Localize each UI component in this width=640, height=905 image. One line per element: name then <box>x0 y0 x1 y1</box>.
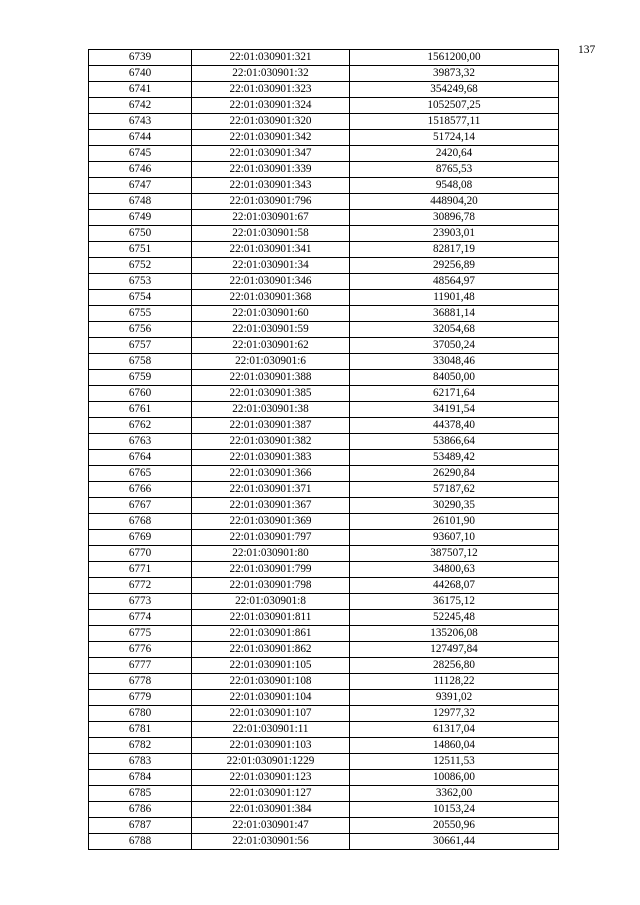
value-cell: 26290,84 <box>350 466 559 482</box>
cadastral-number-cell: 22:01:030901:321 <box>192 50 350 66</box>
value-cell: 34191,54 <box>350 402 559 418</box>
row-number-cell: 6741 <box>89 82 192 98</box>
cadastral-number-cell: 22:01:030901:80 <box>192 546 350 562</box>
table-row <box>89 834 559 850</box>
cadastral-number-cell: 22:01:030901:127 <box>192 786 350 802</box>
value-cell: 387507,12 <box>350 546 559 562</box>
value-cell: 37050,24 <box>350 338 559 354</box>
row-number-cell: 6751 <box>89 242 192 258</box>
table-row <box>89 162 559 178</box>
table-row <box>89 418 559 434</box>
table-row <box>89 82 559 98</box>
row-number-cell: 6772 <box>89 578 192 594</box>
cadastral-number-cell: 22:01:030901:862 <box>192 642 350 658</box>
cadastral-number-cell: 22:01:030901:383 <box>192 450 350 466</box>
row-number-cell: 6781 <box>89 722 192 738</box>
table-row <box>89 514 559 530</box>
table-row <box>89 466 559 482</box>
row-number-cell: 6784 <box>89 770 192 786</box>
table-row <box>89 706 559 722</box>
table-row <box>89 226 559 242</box>
value-cell: 30661,44 <box>350 834 559 850</box>
table-row <box>89 642 559 658</box>
value-cell: 93607,10 <box>350 530 559 546</box>
cadastral-number-cell: 22:01:030901:861 <box>192 626 350 642</box>
table-row <box>89 722 559 738</box>
value-cell: 39873,32 <box>350 66 559 82</box>
cadastral-number-cell: 22:01:030901:347 <box>192 146 350 162</box>
value-cell: 44268,07 <box>350 578 559 594</box>
row-number-cell: 6775 <box>89 626 192 642</box>
row-number-cell: 6778 <box>89 674 192 690</box>
table-row <box>89 306 559 322</box>
value-cell: 1052507,25 <box>350 98 559 114</box>
row-number-cell: 6779 <box>89 690 192 706</box>
value-cell: 84050,00 <box>350 370 559 386</box>
row-number-cell: 6774 <box>89 610 192 626</box>
row-number-cell: 6742 <box>89 98 192 114</box>
cadastral-number-cell: 22:01:030901:388 <box>192 370 350 386</box>
cadastral-number-cell: 22:01:030901:368 <box>192 290 350 306</box>
cadastral-number-cell: 22:01:030901:798 <box>192 578 350 594</box>
table-row <box>89 146 559 162</box>
cadastral-number-cell: 22:01:030901:38 <box>192 402 350 418</box>
row-number-cell: 6740 <box>89 66 192 82</box>
table-row <box>89 786 559 802</box>
row-number-cell: 6748 <box>89 194 192 210</box>
row-number-cell: 6765 <box>89 466 192 482</box>
cadastral-number-cell: 22:01:030901:34 <box>192 258 350 274</box>
row-number-cell: 6787 <box>89 818 192 834</box>
cadastral-number-cell: 22:01:030901:811 <box>192 610 350 626</box>
value-cell: 2420,64 <box>350 146 559 162</box>
cadastral-number-cell: 22:01:030901:367 <box>192 498 350 514</box>
cadastral-table <box>88 49 559 850</box>
value-cell: 51724,14 <box>350 130 559 146</box>
value-cell: 10153,24 <box>350 802 559 818</box>
value-cell: 34800,63 <box>350 562 559 578</box>
row-number-cell: 6752 <box>89 258 192 274</box>
table-row <box>89 610 559 626</box>
value-cell: 30896,78 <box>350 210 559 226</box>
cadastral-number-cell: 22:01:030901:105 <box>192 658 350 674</box>
value-cell: 62171,64 <box>350 386 559 402</box>
table-row <box>89 754 559 770</box>
value-cell: 10086,00 <box>350 770 559 786</box>
row-number-cell: 6785 <box>89 786 192 802</box>
row-number-cell: 6743 <box>89 114 192 130</box>
value-cell: 135206,08 <box>350 626 559 642</box>
row-number-cell: 6761 <box>89 402 192 418</box>
table-row <box>89 482 559 498</box>
row-number-cell: 6767 <box>89 498 192 514</box>
value-cell: 53489,42 <box>350 450 559 466</box>
table-row <box>89 450 559 466</box>
row-number-cell: 6746 <box>89 162 192 178</box>
cadastral-number-cell: 22:01:030901:382 <box>192 434 350 450</box>
row-number-cell: 6739 <box>89 50 192 66</box>
value-cell: 23903,01 <box>350 226 559 242</box>
table-row <box>89 354 559 370</box>
value-cell: 48564,97 <box>350 274 559 290</box>
value-cell: 20550,96 <box>350 818 559 834</box>
value-cell: 44378,40 <box>350 418 559 434</box>
cadastral-number-cell: 22:01:030901:324 <box>192 98 350 114</box>
value-cell: 29256,89 <box>350 258 559 274</box>
cadastral-number-cell: 22:01:030901:796 <box>192 194 350 210</box>
value-cell: 52245,48 <box>350 610 559 626</box>
value-cell: 33048,46 <box>350 354 559 370</box>
value-cell: 57187,62 <box>350 482 559 498</box>
table-row <box>89 434 559 450</box>
cadastral-number-cell: 22:01:030901:341 <box>192 242 350 258</box>
cadastral-number-cell: 22:01:030901:385 <box>192 386 350 402</box>
value-cell: 30290,35 <box>350 498 559 514</box>
cadastral-number-cell: 22:01:030901:104 <box>192 690 350 706</box>
row-number-cell: 6764 <box>89 450 192 466</box>
value-cell: 14860,04 <box>350 738 559 754</box>
table-row <box>89 402 559 418</box>
value-cell: 127497,84 <box>350 642 559 658</box>
table-row <box>89 674 559 690</box>
value-cell: 12977,32 <box>350 706 559 722</box>
cadastral-number-cell: 22:01:030901:797 <box>192 530 350 546</box>
cadastral-number-cell: 22:01:030901:59 <box>192 322 350 338</box>
cadastral-number-cell: 22:01:030901:799 <box>192 562 350 578</box>
cadastral-number-cell: 22:01:030901:320 <box>192 114 350 130</box>
row-number-cell: 6759 <box>89 370 192 386</box>
table-row <box>89 370 559 386</box>
cadastral-number-cell: 22:01:030901:123 <box>192 770 350 786</box>
table-row <box>89 114 559 130</box>
row-number-cell: 6749 <box>89 210 192 226</box>
row-number-cell: 6763 <box>89 434 192 450</box>
table-row <box>89 562 559 578</box>
row-number-cell: 6769 <box>89 530 192 546</box>
cadastral-number-cell: 22:01:030901:323 <box>192 82 350 98</box>
cadastral-number-cell: 22:01:030901:387 <box>192 418 350 434</box>
table-row <box>89 130 559 146</box>
value-cell: 82817,19 <box>350 242 559 258</box>
value-cell: 61317,04 <box>350 722 559 738</box>
table-row <box>89 530 559 546</box>
value-cell: 12511,53 <box>350 754 559 770</box>
value-cell: 11128,22 <box>350 674 559 690</box>
cadastral-number-cell: 22:01:030901:366 <box>192 466 350 482</box>
value-cell: 9548,08 <box>350 178 559 194</box>
table-row <box>89 194 559 210</box>
table-row <box>89 578 559 594</box>
row-number-cell: 6753 <box>89 274 192 290</box>
cadastral-number-cell: 22:01:030901:62 <box>192 338 350 354</box>
cadastral-number-cell: 22:01:030901:384 <box>192 802 350 818</box>
cadastral-number-cell: 22:01:030901:6 <box>192 354 350 370</box>
table-row <box>89 690 559 706</box>
value-cell: 3362,00 <box>350 786 559 802</box>
row-number-cell: 6788 <box>89 834 192 850</box>
cadastral-number-cell: 22:01:030901:56 <box>192 834 350 850</box>
table-row <box>89 658 559 674</box>
row-number-cell: 6755 <box>89 306 192 322</box>
table-row <box>89 626 559 642</box>
table-row <box>89 98 559 114</box>
cadastral-number-cell: 22:01:030901:369 <box>192 514 350 530</box>
value-cell: 28256,80 <box>350 658 559 674</box>
table-body <box>89 50 559 850</box>
table-row <box>89 818 559 834</box>
table-row <box>89 242 559 258</box>
cadastral-number-cell: 22:01:030901:371 <box>192 482 350 498</box>
cadastral-number-cell: 22:01:030901:47 <box>192 818 350 834</box>
row-number-cell: 6754 <box>89 290 192 306</box>
table-row <box>89 594 559 610</box>
table-row <box>89 274 559 290</box>
row-number-cell: 6757 <box>89 338 192 354</box>
value-cell: 354249,68 <box>350 82 559 98</box>
row-number-cell: 6750 <box>89 226 192 242</box>
row-number-cell: 6776 <box>89 642 192 658</box>
cadastral-number-cell: 22:01:030901:32 <box>192 66 350 82</box>
cadastral-number-cell: 22:01:030901:1229 <box>192 754 350 770</box>
table-row <box>89 290 559 306</box>
row-number-cell: 6771 <box>89 562 192 578</box>
table-row <box>89 738 559 754</box>
row-number-cell: 6766 <box>89 482 192 498</box>
cadastral-number-cell: 22:01:030901:60 <box>192 306 350 322</box>
cadastral-number-cell: 22:01:030901:107 <box>192 706 350 722</box>
table-row <box>89 210 559 226</box>
value-cell: 36881,14 <box>350 306 559 322</box>
value-cell: 8765,53 <box>350 162 559 178</box>
value-cell: 1518577,11 <box>350 114 559 130</box>
table-row <box>89 258 559 274</box>
cadastral-number-cell: 22:01:030901:67 <box>192 210 350 226</box>
row-number-cell: 6744 <box>89 130 192 146</box>
table-row <box>89 178 559 194</box>
row-number-cell: 6783 <box>89 754 192 770</box>
value-cell: 448904,20 <box>350 194 559 210</box>
table-row <box>89 50 559 66</box>
page-number: 137 <box>578 44 596 56</box>
row-number-cell: 6786 <box>89 802 192 818</box>
cadastral-number-cell: 22:01:030901:108 <box>192 674 350 690</box>
cadastral-number-cell: 22:01:030901:8 <box>192 594 350 610</box>
table-row <box>89 546 559 562</box>
table-row <box>89 322 559 338</box>
value-cell: 32054,68 <box>350 322 559 338</box>
row-number-cell: 6756 <box>89 322 192 338</box>
cadastral-number-cell: 22:01:030901:103 <box>192 738 350 754</box>
row-number-cell: 6760 <box>89 386 192 402</box>
table-row <box>89 770 559 786</box>
value-cell: 53866,64 <box>350 434 559 450</box>
table-row <box>89 802 559 818</box>
row-number-cell: 6773 <box>89 594 192 610</box>
table-row <box>89 66 559 82</box>
cadastral-number-cell: 22:01:030901:339 <box>192 162 350 178</box>
cadastral-number-cell: 22:01:030901:343 <box>192 178 350 194</box>
table-row <box>89 386 559 402</box>
cadastral-number-cell: 22:01:030901:342 <box>192 130 350 146</box>
value-cell: 9391,02 <box>350 690 559 706</box>
value-cell: 36175,12 <box>350 594 559 610</box>
value-cell: 11901,48 <box>350 290 559 306</box>
row-number-cell: 6782 <box>89 738 192 754</box>
value-cell: 26101,90 <box>350 514 559 530</box>
row-number-cell: 6762 <box>89 418 192 434</box>
value-cell: 1561200,00 <box>350 50 559 66</box>
cadastral-number-cell: 22:01:030901:346 <box>192 274 350 290</box>
cadastral-number-cell: 22:01:030901:58 <box>192 226 350 242</box>
row-number-cell: 6747 <box>89 178 192 194</box>
row-number-cell: 6758 <box>89 354 192 370</box>
row-number-cell: 6745 <box>89 146 192 162</box>
row-number-cell: 6770 <box>89 546 192 562</box>
table-row <box>89 498 559 514</box>
table-row <box>89 338 559 354</box>
row-number-cell: 6777 <box>89 658 192 674</box>
row-number-cell: 6768 <box>89 514 192 530</box>
cadastral-number-cell: 22:01:030901:11 <box>192 722 350 738</box>
row-number-cell: 6780 <box>89 706 192 722</box>
